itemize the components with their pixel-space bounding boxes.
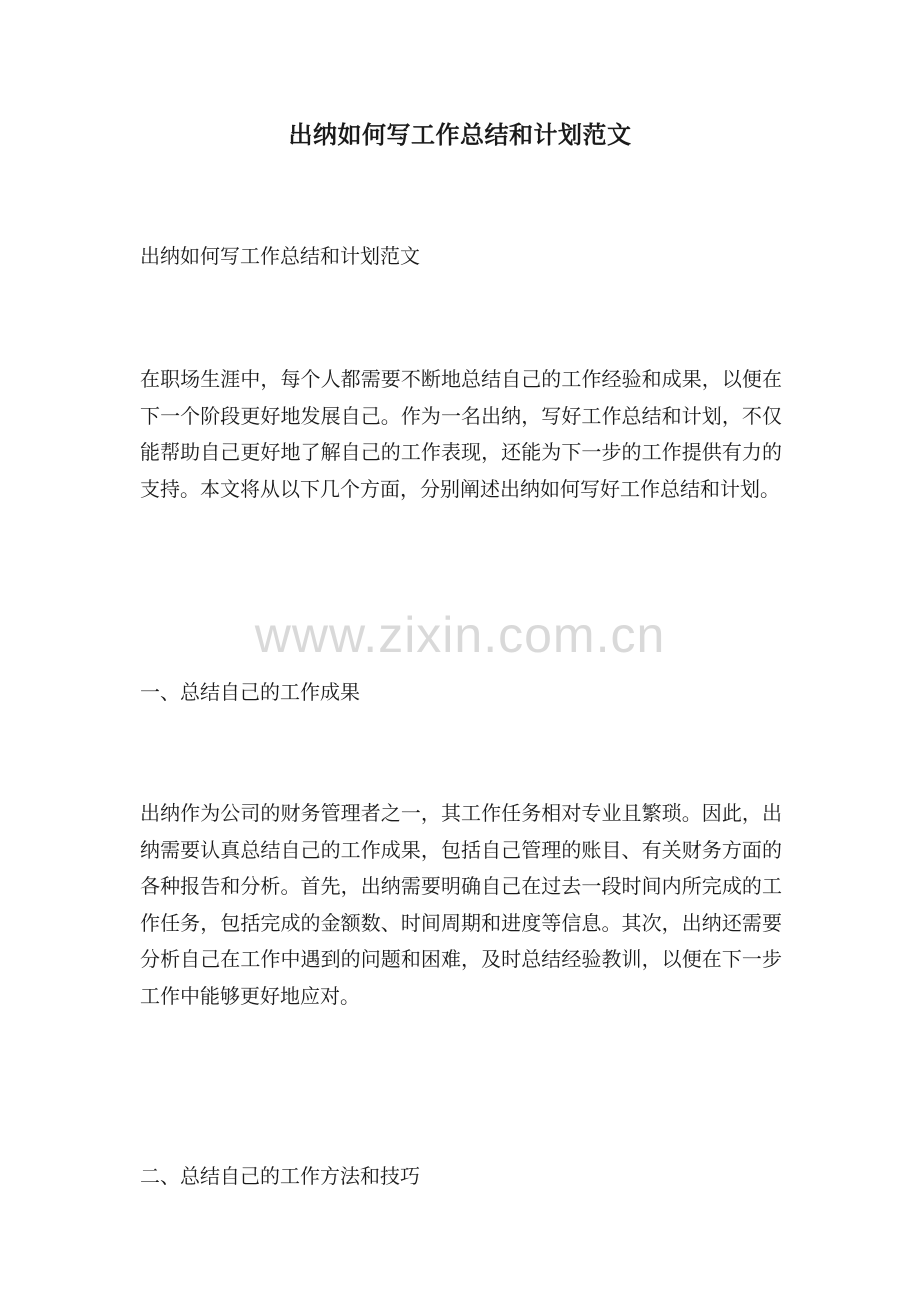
section-heading-2: 二、总结自己的工作方法和技巧 <box>140 1164 420 1188</box>
watermark-text: www.zixin.com.cn <box>254 607 666 663</box>
document-title: 出纳如何写工作总结和计划范文 <box>288 120 632 149</box>
section-1-paragraph: 出纳作为公司的财务管理者之一，其工作任务相对专业且繁琐。因此，出纳需要认真总结自己的工作成果，包括自己管理的账目、有关财务方面的各种报告和分析。首先，出纳需要明确自己在过去一段时间内所完成的工作任务，包括完成的金额数、时间周期和进度等信息。其次，出纳还需要分析自己在工作中遇到的问题和困难，及时总结经验教训，以便在下一步工作中能够更好地应对。 <box>140 801 782 1008</box>
document-subtitle: 出纳如何写工作总结和计划范文 <box>140 244 420 268</box>
intro-paragraph: 在职场生涯中，每个人都需要不断地总结自己的工作经验和成果，以便在下一个阶段更好地发展自己。作为一名出纳，写好工作总结和计划，不仅能帮助自己更好地了解自己的工作表现，还能为下一步的工作提供有力的支持。本文将从以下几个方面，分别阐述出纳如何写好工作总结和计划。 <box>140 367 782 501</box>
section-heading-1: 一、总结自己的工作成果 <box>140 680 360 704</box>
